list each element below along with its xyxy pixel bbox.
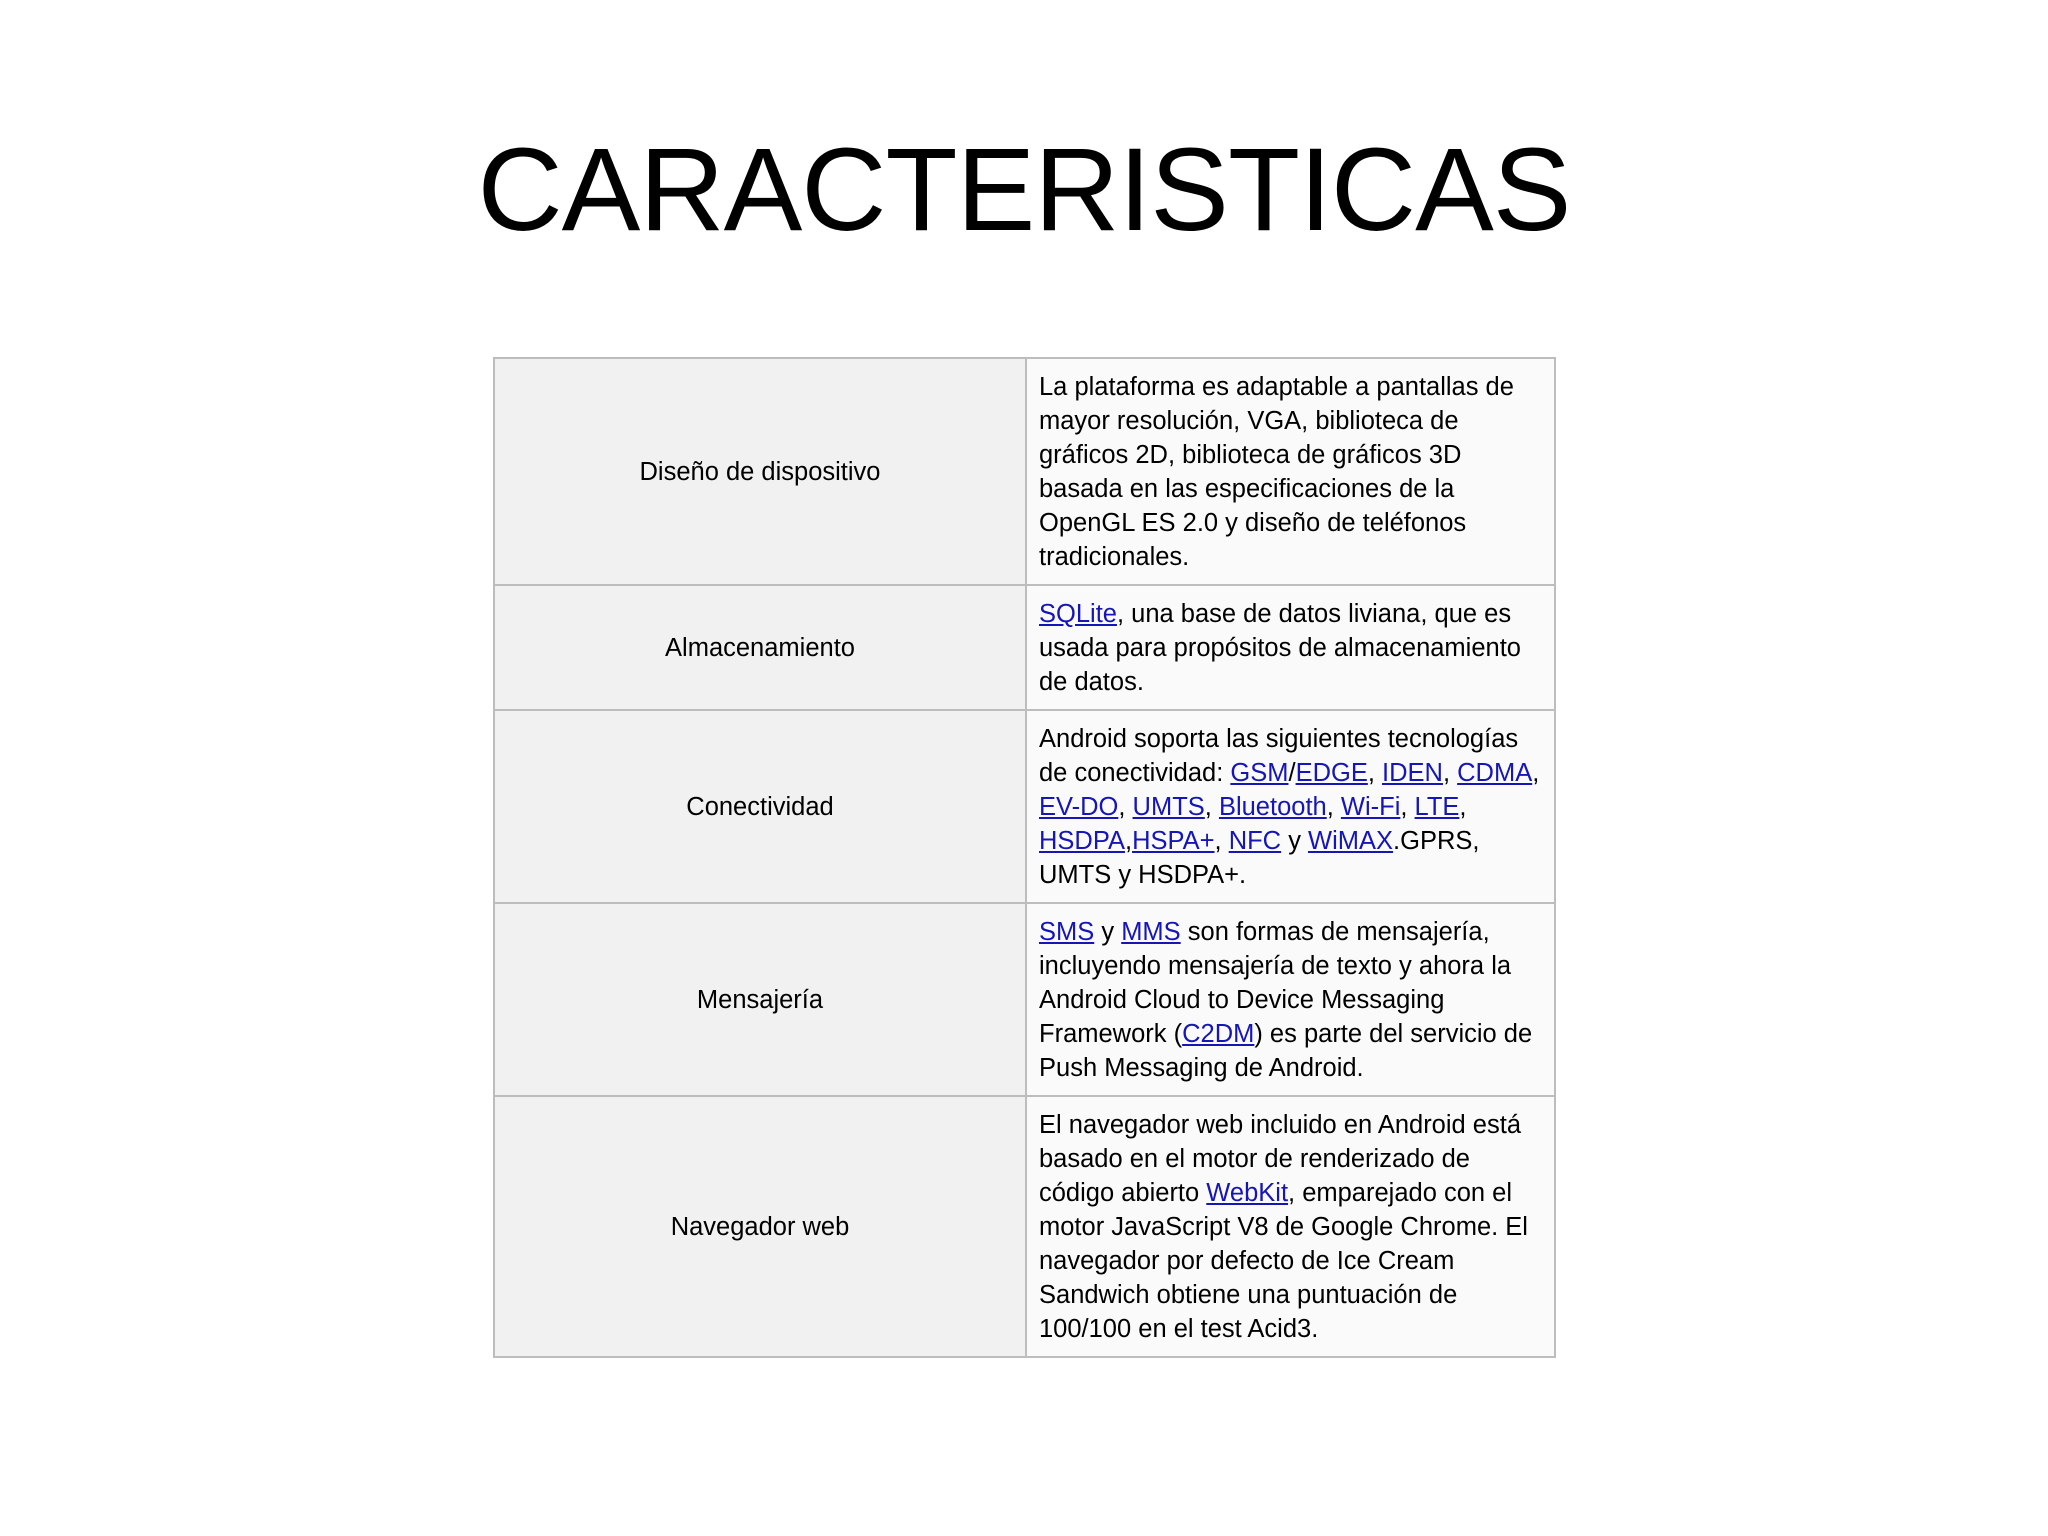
description-text: , [1214,827,1229,855]
link-lte[interactable]: LTE [1414,793,1460,821]
link-sqlite[interactable]: SQLite [1039,600,1117,628]
slide-title: CARACTERISTICAS [477,124,1571,256]
table-row [494,903,1555,1096]
description-text: , [1532,759,1540,787]
row-label: Diseño de dispositivo [494,358,1026,585]
features-table [493,357,1556,1358]
table-row [494,358,1555,585]
description-text: , emparejado con el motor JavaScript V8 de Google Chrome. El navegador por defecto de Ice Cream Sandwich obtiene una puntuación de 100/100 en el test Acid3. [1039,1179,1528,1343]
description-text: El navegador web incluido en Android está basado en el motor de renderizado de código abierto [1039,1111,1521,1207]
table-row [494,710,1555,903]
description-text: .GPRS, UMTS y HSDPA+. [1039,827,1480,889]
link-ev-do[interactable]: EV-DO [1039,793,1119,821]
description-text: ) es parte del servicio de Push Messaging de Android. [1039,1020,1533,1082]
link-umts[interactable]: UMTS [1132,793,1205,821]
row-description [1026,1096,1555,1357]
description-text: son formas de mensajería, incluyendo mensajería de texto y ahora la Android Cloud to Device Messaging Framework ( [1039,918,1512,1048]
description-text: , una base de datos liviana, que es usada para propósitos de almacenamiento de datos. [1039,600,1521,696]
row-label: Conectividad [494,710,1026,903]
link-mms[interactable]: MMS [1121,918,1181,946]
row-label: Mensajería [494,903,1026,1096]
description-text: , [1367,759,1383,787]
link-cdma[interactable]: CDMA [1457,759,1533,787]
description-text: , [1326,793,1341,821]
description-text: y [1094,918,1122,946]
description-text: y [1281,827,1309,855]
description-text: Android soporta las siguientes tecnologías de conectividad: [1039,725,1519,787]
link-c2dm[interactable]: C2DM [1182,1020,1255,1048]
link-wi-fi[interactable]: Wi-Fi [1340,793,1401,821]
row-description [1026,903,1555,1096]
description-text: / [1288,759,1296,787]
row-description [1026,710,1555,903]
link-edge[interactable]: EDGE [1295,759,1368,787]
link-iden[interactable]: IDEN [1382,759,1443,787]
table-row [494,1096,1555,1357]
row-description [1026,358,1555,585]
description-text: , [1459,793,1467,821]
link-nfc[interactable]: NFC [1228,827,1282,855]
description-text: , [1118,793,1133,821]
link-gsm[interactable]: GSM [1230,759,1289,787]
table-row [494,585,1555,710]
row-description [1026,585,1555,710]
description-text: , [1204,793,1219,821]
description-text: , [1124,827,1133,855]
link-webkit[interactable]: WebKit [1206,1179,1289,1207]
link-hsdpa[interactable]: HSDPA [1039,827,1125,855]
row-label: Almacenamiento [494,585,1026,710]
row-label: Navegador web [494,1096,1026,1357]
description-text: , [1442,759,1458,787]
link-hspa[interactable]: HSPA+ [1132,827,1215,855]
link-sms[interactable]: SMS [1039,918,1095,946]
link-wimax[interactable]: WiMAX [1308,827,1394,855]
link-bluetooth[interactable]: Bluetooth [1218,793,1327,821]
description-text: La plataforma es adaptable a pantallas de mayor resolución, VGA, biblioteca de gráficos 2D, biblioteca de gráficos 3D basada en las especificaciones de la OpenGL ES 2.0 y diseño de teléfonos tradicionales. [1039,373,1514,571]
description-text: , [1400,793,1415,821]
